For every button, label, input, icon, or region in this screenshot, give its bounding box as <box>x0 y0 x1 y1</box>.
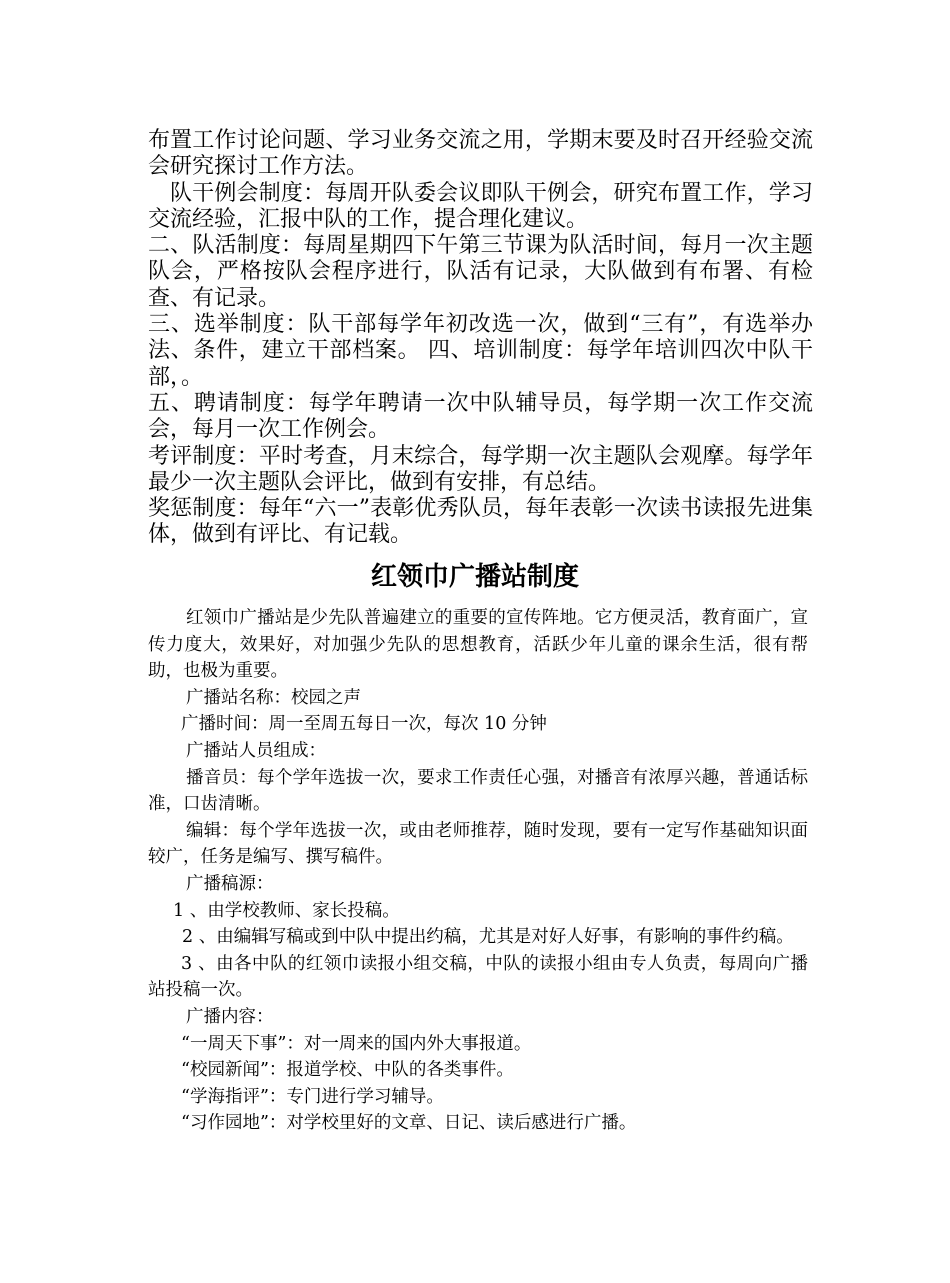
paragraph-broadcast-time: 广播时间：周一至周五每日一次，每次 10 分钟 <box>181 714 547 735</box>
paragraph-station-name: 广播站名称：校园之声 <box>186 687 361 708</box>
list-item-source-3: 3 、由各中队的红领巾读报小组交稿，中队的读报小组由专人负责，每周向广播站投稿一次。 <box>148 953 808 1001</box>
paragraph-editor: 编辑：每个学年选拔一次，或由老师推荐，随时发现，要有一定写作基础知识面较广，任务是编写、撰写稿件。 <box>148 820 808 868</box>
list-item-content-4: “习作园地”：对学校里好的文章、日记、读后感进行广播。 <box>181 1113 637 1134</box>
paragraph-meeting-usage: 布置工作讨论问题、学习业务交流之用，学期末要及时召开经验交流会研究探讨工作方法。 <box>148 128 813 180</box>
paragraph-announcer: 播音员：每个学年选拔一次，要求工作责任心强，对播音有浓厚兴趣，普通话标准，口齿清晰。 <box>148 767 808 815</box>
paragraph-hiring-rule: 五、聘请制度：每学年聘请一次中队辅导员，每学期一次工作交流会，每月一次工作例会。 <box>148 390 813 443</box>
paragraph-evaluation-rule: 考评制度：平时考查，月末综合，每学期一次主题队会观摩。每学年最少一次主题队会评比，做到有安排，有总结。 <box>148 443 813 495</box>
list-item-content-2: “校园新闻”：报道学校、中队的各类事件。 <box>181 1060 514 1081</box>
paragraph-sources-heading: 广播稿源： <box>186 873 274 894</box>
section-broadcast-station <box>148 605 808 1137</box>
list-item-source-1: 1 、由学校教师、家长投稿。 <box>173 900 400 921</box>
paragraph-activity-rule: 二、队活制度：每周星期四下午第三节课为队活时间，每月一次主题队会，严格按队会程序进行，队活有记录，大队做到有布署、有检查、有记录。 <box>148 233 813 311</box>
list-item-source-2: 2 、由编辑写稿或到中队中提出约稿，尤其是对好人好事，有影响的事件约稿。 <box>182 927 794 948</box>
list-item-content-1: “一周天下事”：对一周来的国内外大事报道。 <box>181 1033 532 1054</box>
paragraph-election-training-rule: 三、选举制度：队干部每学年初改选一次，做到“三有”，有选举办法、条件，建立干部档案。 四、培训制度：每学年培训四次中队干部，。 <box>148 312 813 390</box>
section-organization-rules <box>148 128 813 549</box>
paragraph-reward-rule: 奖惩制度：每年“六一”表彰优秀队员，每年表彰一次读书读报先进集体，做到有评比、有记载。 <box>148 496 813 548</box>
section-title: 红领巾广播站制度 <box>370 562 579 592</box>
list-item-content-3: “学海指评”：专门进行学习辅导。 <box>181 1086 444 1107</box>
paragraph-cadre-meeting-rule: 队干例会制度：每周开队委会议即队干例会，研究布置工作，学习交流经验，汇报中队的工作，提合理化建议。 <box>148 180 813 232</box>
paragraph-staff-heading: 广播站人员组成： <box>186 740 326 761</box>
paragraph-broadcast-intro: 红领巾广播站是少先队普遍建立的重要的宣传阵地。它方便灵活，教育面广，宣传力度大，效果好，对加强少先队的思想教育，活跃少年儿童的课余生活，很有帮助，也极为重要。 <box>148 608 808 682</box>
paragraph-content-heading: 广播内容： <box>186 1006 274 1027</box>
